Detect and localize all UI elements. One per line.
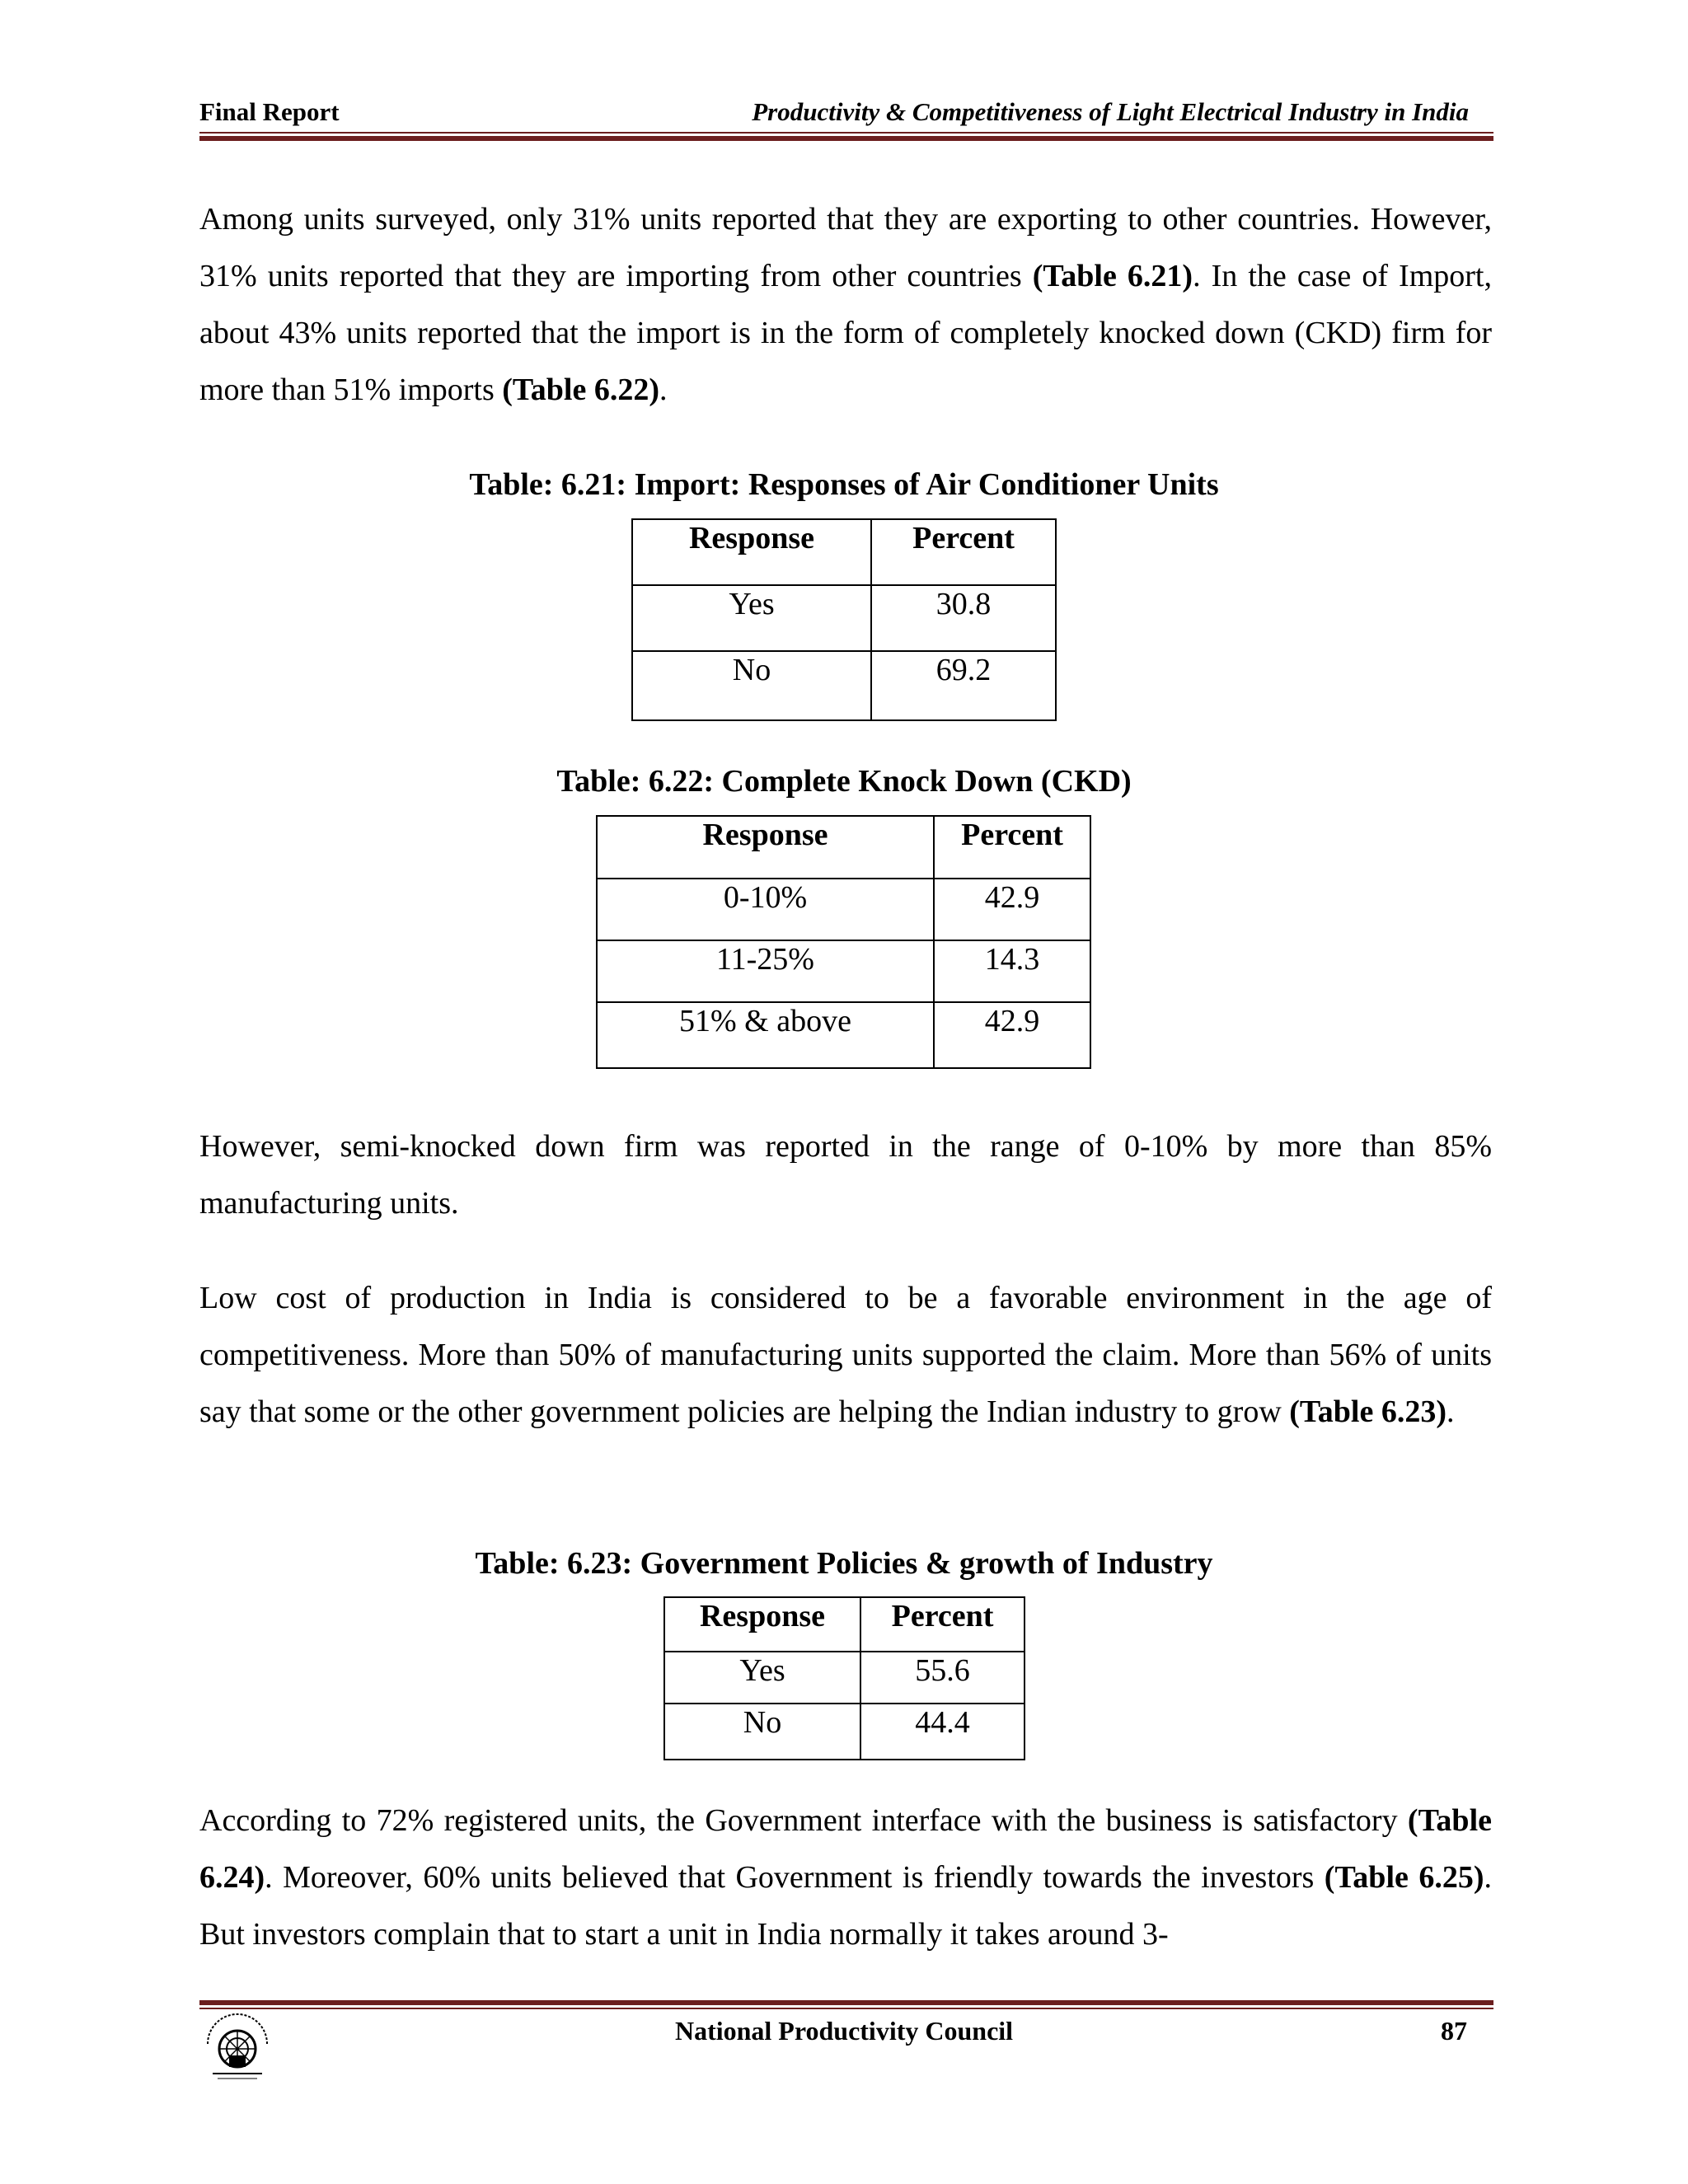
table-cell: 42.9 [934, 1002, 1090, 1068]
table-6-22-header-percent: Percent [934, 816, 1090, 879]
table-6-22-header-response: Response [597, 816, 934, 879]
para1-text3: . [659, 373, 668, 407]
table-cell: 0-10% [597, 879, 934, 940]
table-cell: No [664, 1704, 860, 1760]
para3-text2: . [1447, 1394, 1455, 1429]
para3-table-ref-1: (Table 6.23) [1289, 1394, 1447, 1429]
para1-table-ref-1: (Table 6.21) [1032, 259, 1193, 293]
footer-rule-thin [199, 2008, 1493, 2009]
table-cell: Yes [632, 585, 871, 651]
table-cell: 69.2 [871, 651, 1056, 720]
para1-text2: . In the case of Import, about 43% units reported that the import is in the form of completely knocked down (CKD) firm for more than 51% imports [199, 259, 1492, 407]
table-6-23-header-percent: Percent [860, 1597, 1025, 1652]
para4-text1: According to 72% registered units, the Government interface with the business is satisfactory [199, 1803, 1408, 1838]
header-left: Final Report [199, 97, 340, 126]
para4-table-ref-1: (Table 6.24) [199, 1803, 1492, 1895]
para1-text1: Among units surveyed, only 31% units reported that they are exporting to other countries. However, 31% units reported that they are importing from other countries [199, 202, 1492, 293]
para4-text3: . But investors complain that to start a unit in India normally it takes around 3- [199, 1860, 1492, 1952]
table-6-23 [663, 1596, 1025, 1760]
table-cell: No [632, 651, 871, 720]
table-6-21-header-percent: Percent [871, 519, 1056, 585]
paragraph-2 [199, 1118, 1492, 1232]
table-6-21-caption: Table: 6.21: Import: Responses of Air Conditioner Units [469, 467, 1219, 502]
table-cell: 11-25% [597, 940, 934, 1002]
table-cell: 30.8 [871, 585, 1056, 651]
footer-title: National Productivity Council [674, 2016, 1014, 2046]
table-6-23-header-response: Response [664, 1597, 860, 1652]
footer-rule-thick [199, 2000, 1493, 2005]
table-cell: 14.3 [934, 940, 1090, 1002]
table-cell: 51% & above [597, 1002, 934, 1068]
table-cell: 42.9 [934, 879, 1090, 940]
table-cell: 44.4 [860, 1704, 1025, 1760]
table-row [664, 1652, 1025, 1704]
para4-text2: . Moreover, 60% units believed that Government is friendly towards the investors [265, 1860, 1325, 1895]
page-number: 87 [1441, 2016, 1467, 2046]
para3-text1: Low cost of production in India is considered to be a favorable environment in the age of competitiveness. More than 50% of manufacturing units supported the claim. More than 56% of units say that some or the other government policies are helping the Indian industry to grow [199, 1281, 1492, 1429]
header-rule-thin [199, 132, 1493, 134]
para1-table-ref-2: (Table 6.22) [502, 373, 660, 407]
table-row [632, 585, 1056, 651]
table-6-23-caption: Table: 6.23: Government Policies & growth of Industry [475, 1546, 1213, 1581]
paragraph-4 [199, 1793, 1492, 1963]
table-row [632, 651, 1056, 720]
table-6-21-header-response: Response [632, 519, 871, 585]
table-row [664, 1704, 1025, 1760]
paragraph-1 [199, 191, 1492, 419]
table-6-21 [631, 518, 1057, 721]
table-6-22-caption: Table: 6.22: Complete Knock Down (CKD) [556, 764, 1132, 799]
header-right: Productivity & Competitiveness of Light Electrical Industry in India [752, 97, 1469, 126]
paragraph-3 [199, 1270, 1492, 1441]
para4-table-ref-2: (Table 6.25) [1324, 1860, 1484, 1895]
table-6-22 [596, 815, 1091, 1069]
table-row [597, 940, 1090, 1002]
header-rule-thick [199, 136, 1493, 141]
table-row [597, 1002, 1090, 1068]
table-cell: 55.6 [860, 1652, 1025, 1704]
table-cell: Yes [664, 1652, 860, 1704]
para2-text: However, semi-knocked down firm was reported in the range of 0-10% by more than 85% manufacturing units. [199, 1129, 1492, 1221]
table-row [597, 879, 1090, 940]
